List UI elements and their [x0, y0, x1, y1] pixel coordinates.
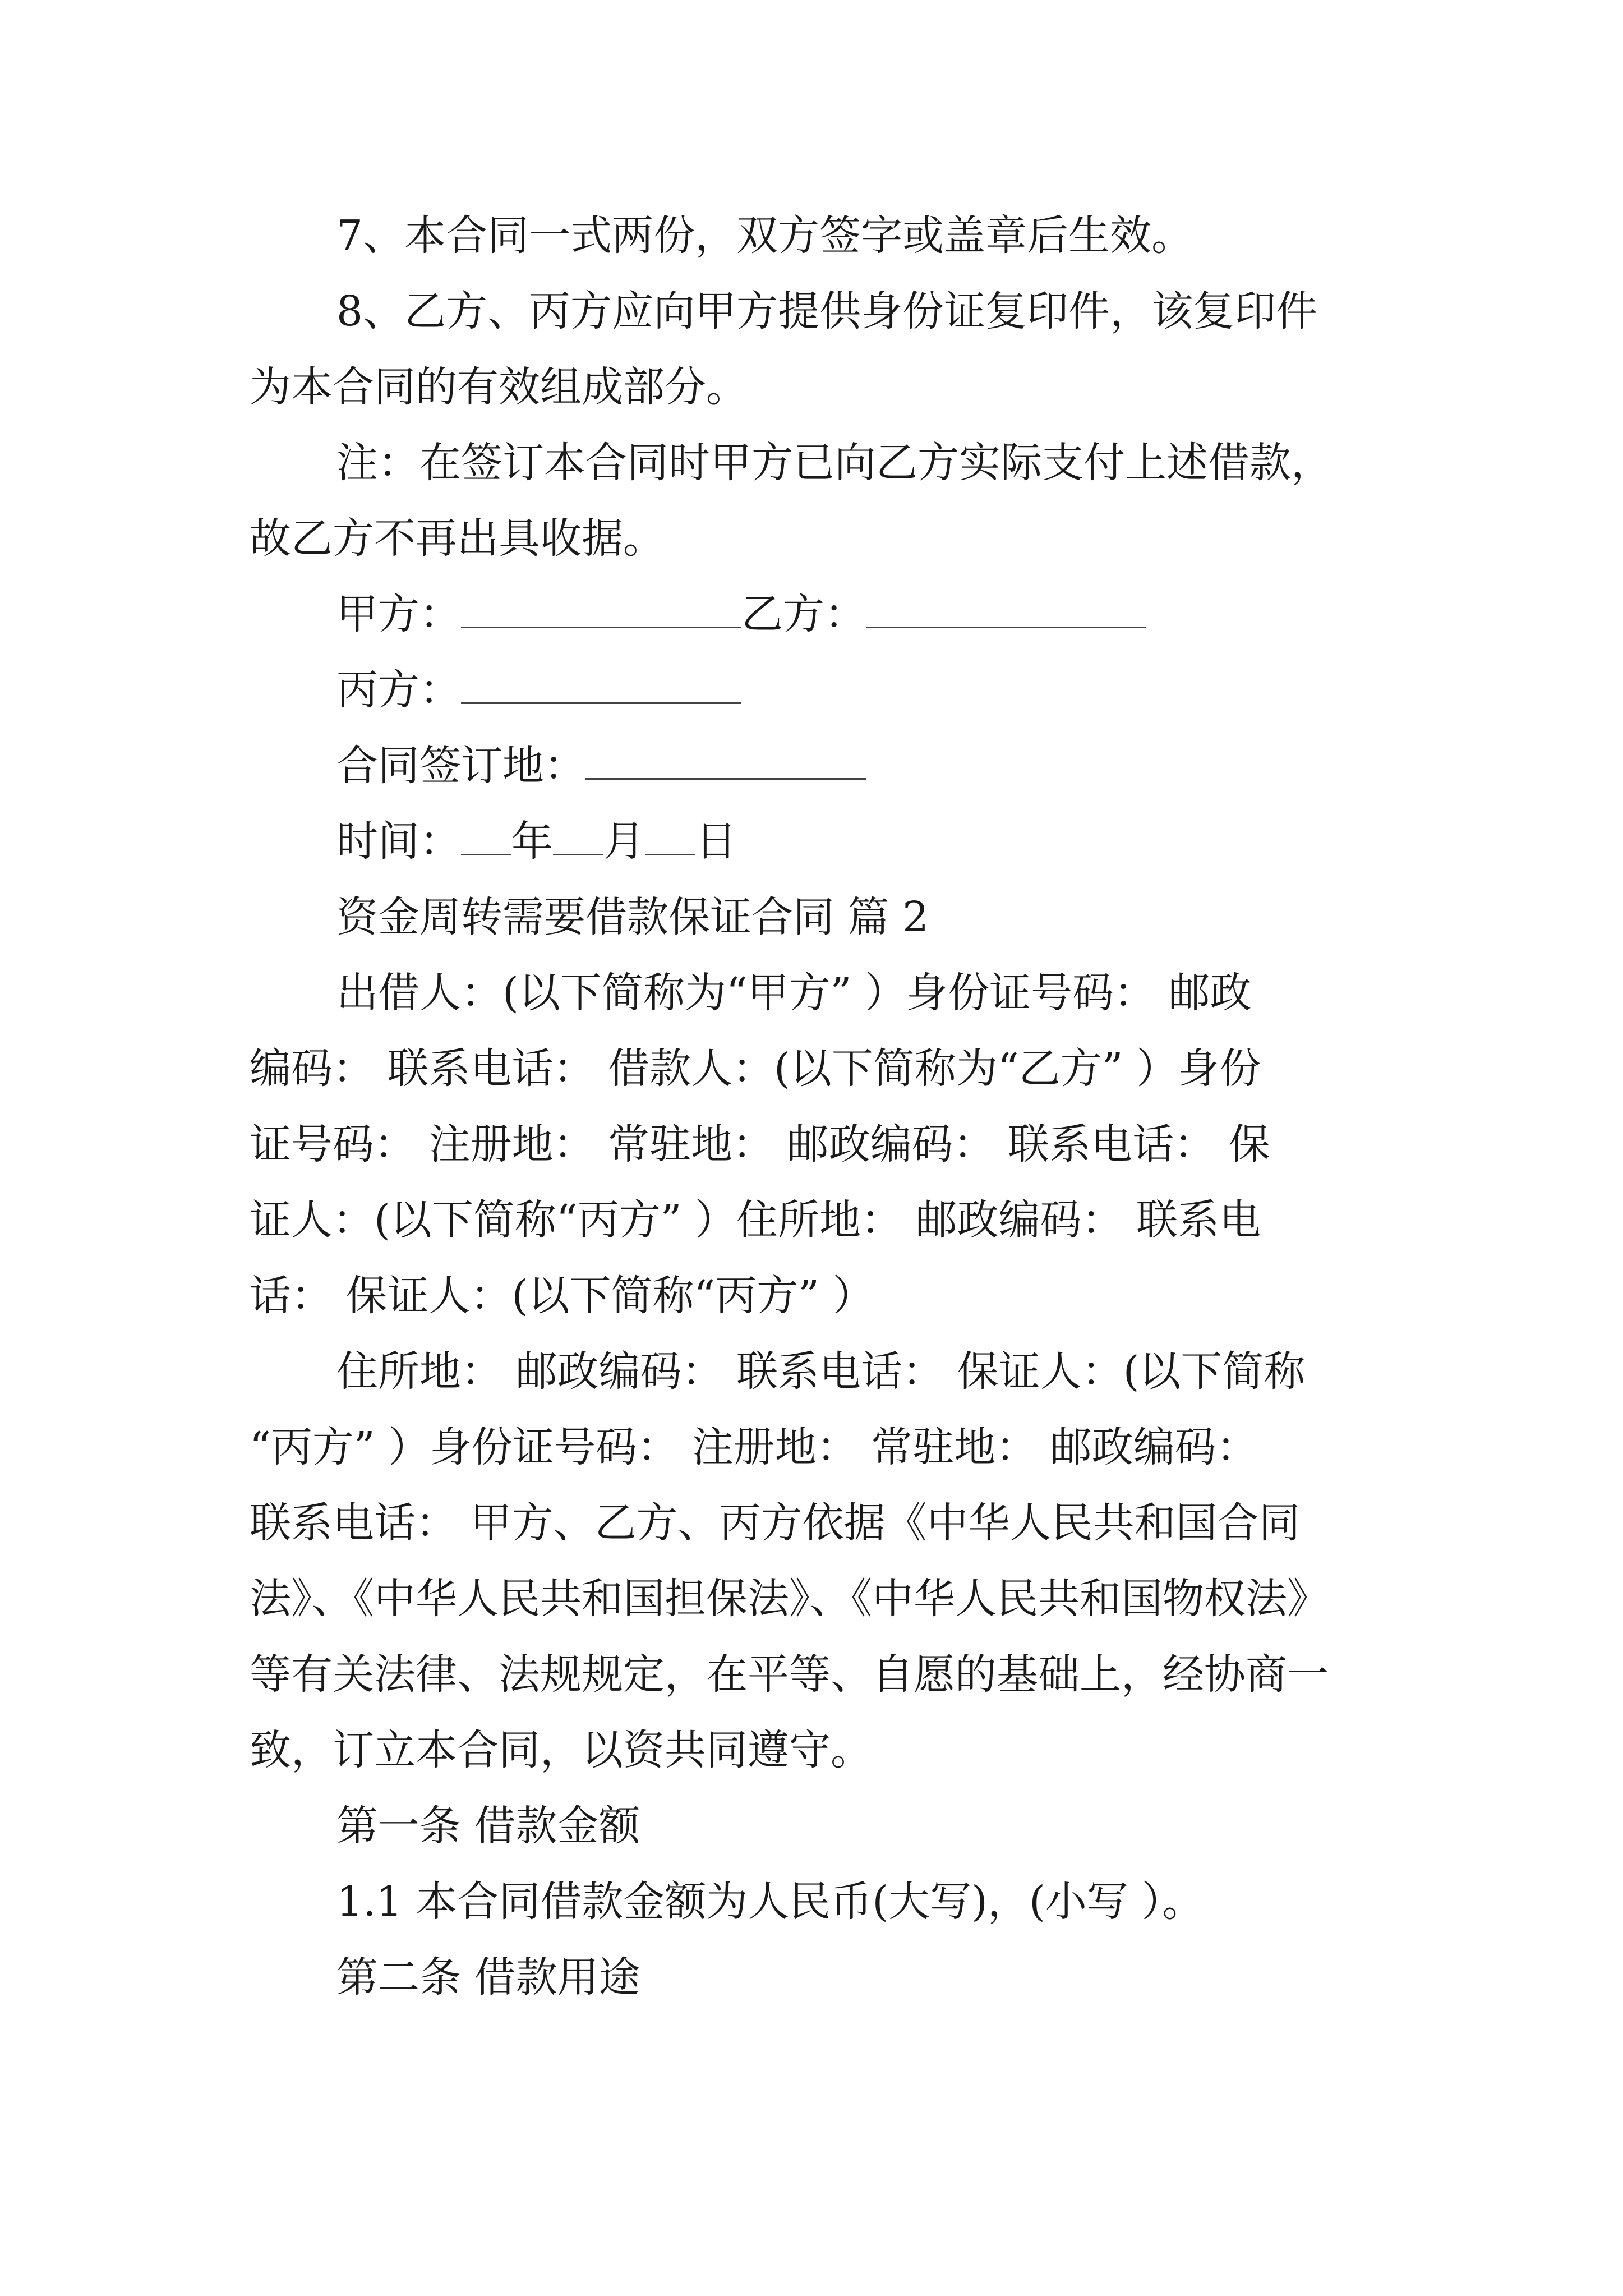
day-label: 日: [695, 817, 737, 866]
party-c-blank: [461, 663, 741, 704]
body-line-7: “丙方” ）身份证号码： 注册地： 常驻地： 邮政编码：: [250, 1423, 1258, 1471]
signing-place-blank: [585, 739, 866, 780]
body-line-8: 联系电话： 甲方、乙方、丙方依据《中华人民共和国合同: [250, 1499, 1301, 1547]
note-line-1: 注：在签订本合同时甲方已向乙方实际支付上述借款，: [336, 439, 1332, 487]
month-label: 月: [603, 817, 645, 866]
time-label: 时间：: [336, 817, 461, 866]
signature-row-ab: [0, 586, 1623, 642]
party-b-blank: [866, 587, 1146, 628]
body-line-11: 致，订立本合同，以资共同遵守。: [250, 1726, 872, 1774]
body-line-2: 编码： 联系电话： 借款人：(以下简称为“乙方” ）身份: [250, 1045, 1261, 1093]
note-line-2: 故乙方不再出具收据。: [250, 514, 665, 563]
clause-8-line-1: 8、乙方、丙方应向甲方提供身份证复印件，该复印件: [336, 287, 1318, 335]
signing-place-row: [0, 738, 1623, 794]
day-blank: [645, 815, 695, 855]
clause-7: 7、本合同一式两份，双方签字或盖章后生效。: [336, 211, 1193, 260]
year-blank: [461, 815, 511, 855]
body-line-4: 证人：(以下简称“丙方” ）住所地： 邮政编码： 联系电: [250, 1196, 1261, 1244]
article-1-heading: 第一条 借款金额: [336, 1802, 640, 1850]
clause-8-line-2: 为本合同的有效组成部分。: [250, 363, 748, 411]
body-line-6: 住所地： 邮政编码： 联系电话： 保证人：(以下简称: [336, 1347, 1306, 1396]
month-blank: [553, 815, 603, 855]
section-title: 资金周转需要借款保证合同 篇 2: [336, 893, 929, 941]
body-line-5: 话： 保证人：(以下简称“丙方” ）: [250, 1272, 874, 1320]
year-label: 年: [511, 817, 553, 866]
party-a-blank: [461, 587, 741, 628]
body-line-10: 等有关法律、法规规定，在平等、自愿的基础上，经协商一: [250, 1650, 1329, 1699]
body-line-1: 出借人：(以下简称为“甲方” ）身份证号码： 邮政: [336, 969, 1252, 1017]
party-c-label: 丙方：: [336, 666, 461, 714]
party-a-label: 甲方：: [336, 590, 461, 638]
signing-place-label: 合同签订地：: [336, 742, 585, 790]
article-1-clause-1: 1.1 本合同借款金额为人民币(大写)，(小写 ）。: [336, 1878, 1204, 1926]
time-row: [0, 813, 1623, 869]
signature-row-c: [0, 662, 1623, 718]
body-line-9: 法》、《中华人民共和国担保法》、《中华人民共和国物权法》: [250, 1575, 1329, 1623]
party-b-label: 乙方：: [741, 590, 866, 638]
article-2-heading: 第二条 借款用途: [336, 1953, 640, 2001]
body-line-3: 证号码： 注册地： 常驻地： 邮政编码： 联系电话： 保: [250, 1120, 1270, 1168]
